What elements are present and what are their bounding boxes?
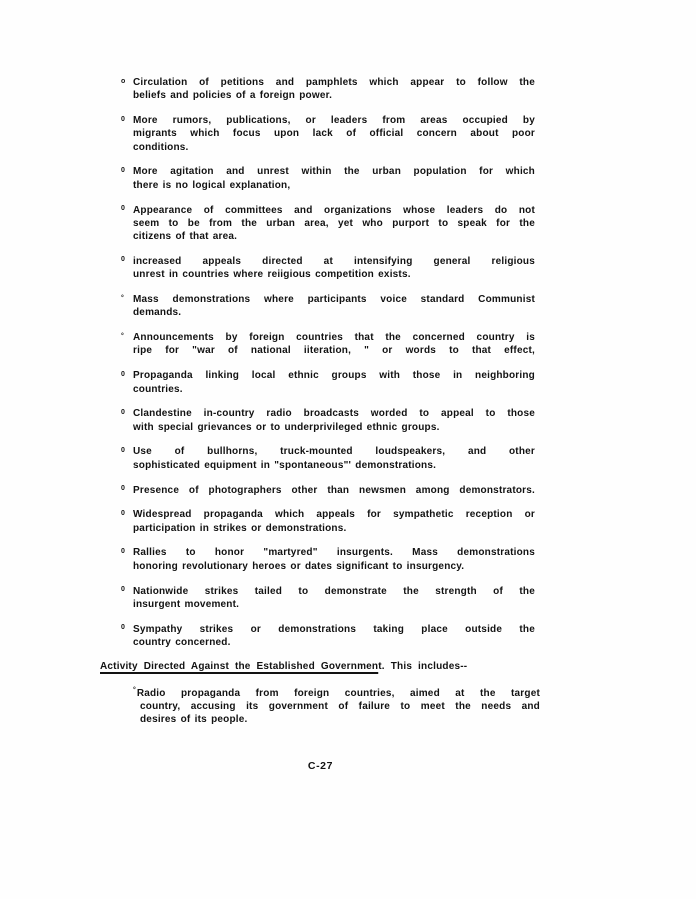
bullet-marker: 0 — [121, 115, 125, 123]
list-item — [121, 508, 535, 535]
heading-trailing-text: t. This includes-- — [378, 660, 468, 672]
list-item — [121, 546, 535, 573]
text-line: 0 More rumors, publications, or leaders from areas occupied by — [133, 114, 535, 127]
text-line: honoring revolutionary heroes or dates significant to insurgency. — [133, 560, 465, 572]
sub-indicator-list — [133, 684, 540, 727]
text-line: conditions. — [133, 141, 189, 153]
bullet-marker: 0 — [121, 256, 125, 264]
bullet-marker: 0 — [121, 624, 125, 632]
text-line: 0 More agitation and unrest within the urban population for which — [133, 165, 535, 178]
bullet-marker: o — [121, 77, 126, 85]
text-line: ° Announcements by foreign countries that the concerned country is — [133, 331, 535, 344]
text-line: migrants which focus upon lack of official concern about poor — [133, 128, 535, 140]
list-item — [121, 623, 535, 650]
text-line: with special grievances or to underprivileged ethnic groups. — [133, 421, 440, 433]
heading-underlined-text: Activity Directed Against the Established Governmen — [100, 660, 379, 672]
text-line: desires of its people. — [140, 714, 248, 726]
bullet-marker: 0 — [121, 586, 125, 594]
text-line: °Radio propaganda from foreign countries, aimed at the target — [133, 686, 540, 699]
bullet-marker: 0 — [121, 547, 125, 555]
page-number: C-27 — [307, 759, 334, 772]
text-line: 0 Presence of photographers other than newsmen among demonstrators. — [133, 484, 535, 497]
bullet-marker: 0 — [121, 166, 125, 174]
document-body — [100, 76, 541, 772]
text-line: 0 Rallies to honor "martyred" insurgents. Mass demonstrations — [133, 546, 535, 559]
bullet-marker: 0 — [121, 485, 125, 493]
text-line: there is no logical explanation, — [133, 179, 291, 191]
bullet-marker: 0 — [121, 370, 125, 378]
bullet-marker: 0 — [121, 446, 125, 454]
text-line: o Circulation of petitions and pamphlets which appear to follow the — [133, 76, 535, 89]
section-heading — [100, 661, 541, 672]
bullet-marker: 0 — [121, 408, 125, 416]
text-line: country concerned. — [133, 636, 231, 648]
text-line: 0 Clandestine in-country radio broadcasts worded to appeal to those — [133, 407, 535, 420]
text-line: citizens of that area. — [133, 231, 238, 243]
text-line: seem to be from the urban area, yet who purport to speak for the — [133, 217, 535, 229]
list-item — [121, 76, 535, 103]
text-line: beliefs and policies of a foreign power. — [133, 90, 333, 102]
text-line: insurgent movement. — [133, 598, 240, 610]
text-line: demands. — [133, 307, 182, 319]
text-line: 0 Use of bullhorns, truck-mounted loudspeakers, and other — [133, 445, 535, 458]
list-item — [121, 407, 535, 434]
text-line: 0 Propaganda linking local ethnic groups with those in neighboring — [133, 369, 535, 382]
list-item — [121, 484, 535, 497]
text-line: unrest in countries where reiigious competition exists. — [133, 269, 411, 281]
text-line: participation in strikes or demonstrations. — [133, 522, 347, 534]
list-item — [121, 369, 535, 396]
list-item — [121, 255, 535, 282]
list-item — [121, 114, 535, 154]
list-item — [121, 445, 535, 472]
list-item — [121, 331, 535, 358]
text-line: 0 Sympathy strikes or demonstrations taking place outside the — [133, 623, 535, 636]
bullet-marker: 0 — [121, 205, 125, 213]
sub-list-item — [133, 684, 540, 727]
list-item — [121, 585, 535, 612]
list-item — [121, 204, 535, 244]
text-line: 0 Appearance of committees and organizations whose leaders do not — [133, 204, 535, 217]
bullet-marker: ° — [121, 332, 124, 340]
text-line: sophisticated equipment in "spontaneous"' demonstrations. — [133, 459, 437, 471]
text-line: countries. — [133, 383, 183, 395]
bullet-marker: ° — [133, 686, 136, 694]
text-line: ripe for "war of national iiteration, " or words to that effect, — [133, 345, 535, 357]
bullet-marker: 0 — [121, 509, 125, 517]
text-line: 0 increased appeals directed at intensifying general religious — [133, 255, 535, 268]
indicator-list — [121, 76, 535, 649]
list-item — [121, 293, 535, 320]
text-line: 0 Widespread propaganda which appeals for sympathetic reception or — [133, 508, 535, 521]
bullet-marker: ° — [121, 294, 124, 302]
list-item — [121, 165, 535, 192]
text-line: ° Mass demonstrations where participants voice standard Communist — [133, 293, 535, 306]
text-line: country, accusing its government of failure to meet the needs and — [140, 701, 540, 712]
text-line: 0 Nationwide strikes tailed to demonstrate the strength of the — [133, 585, 535, 598]
